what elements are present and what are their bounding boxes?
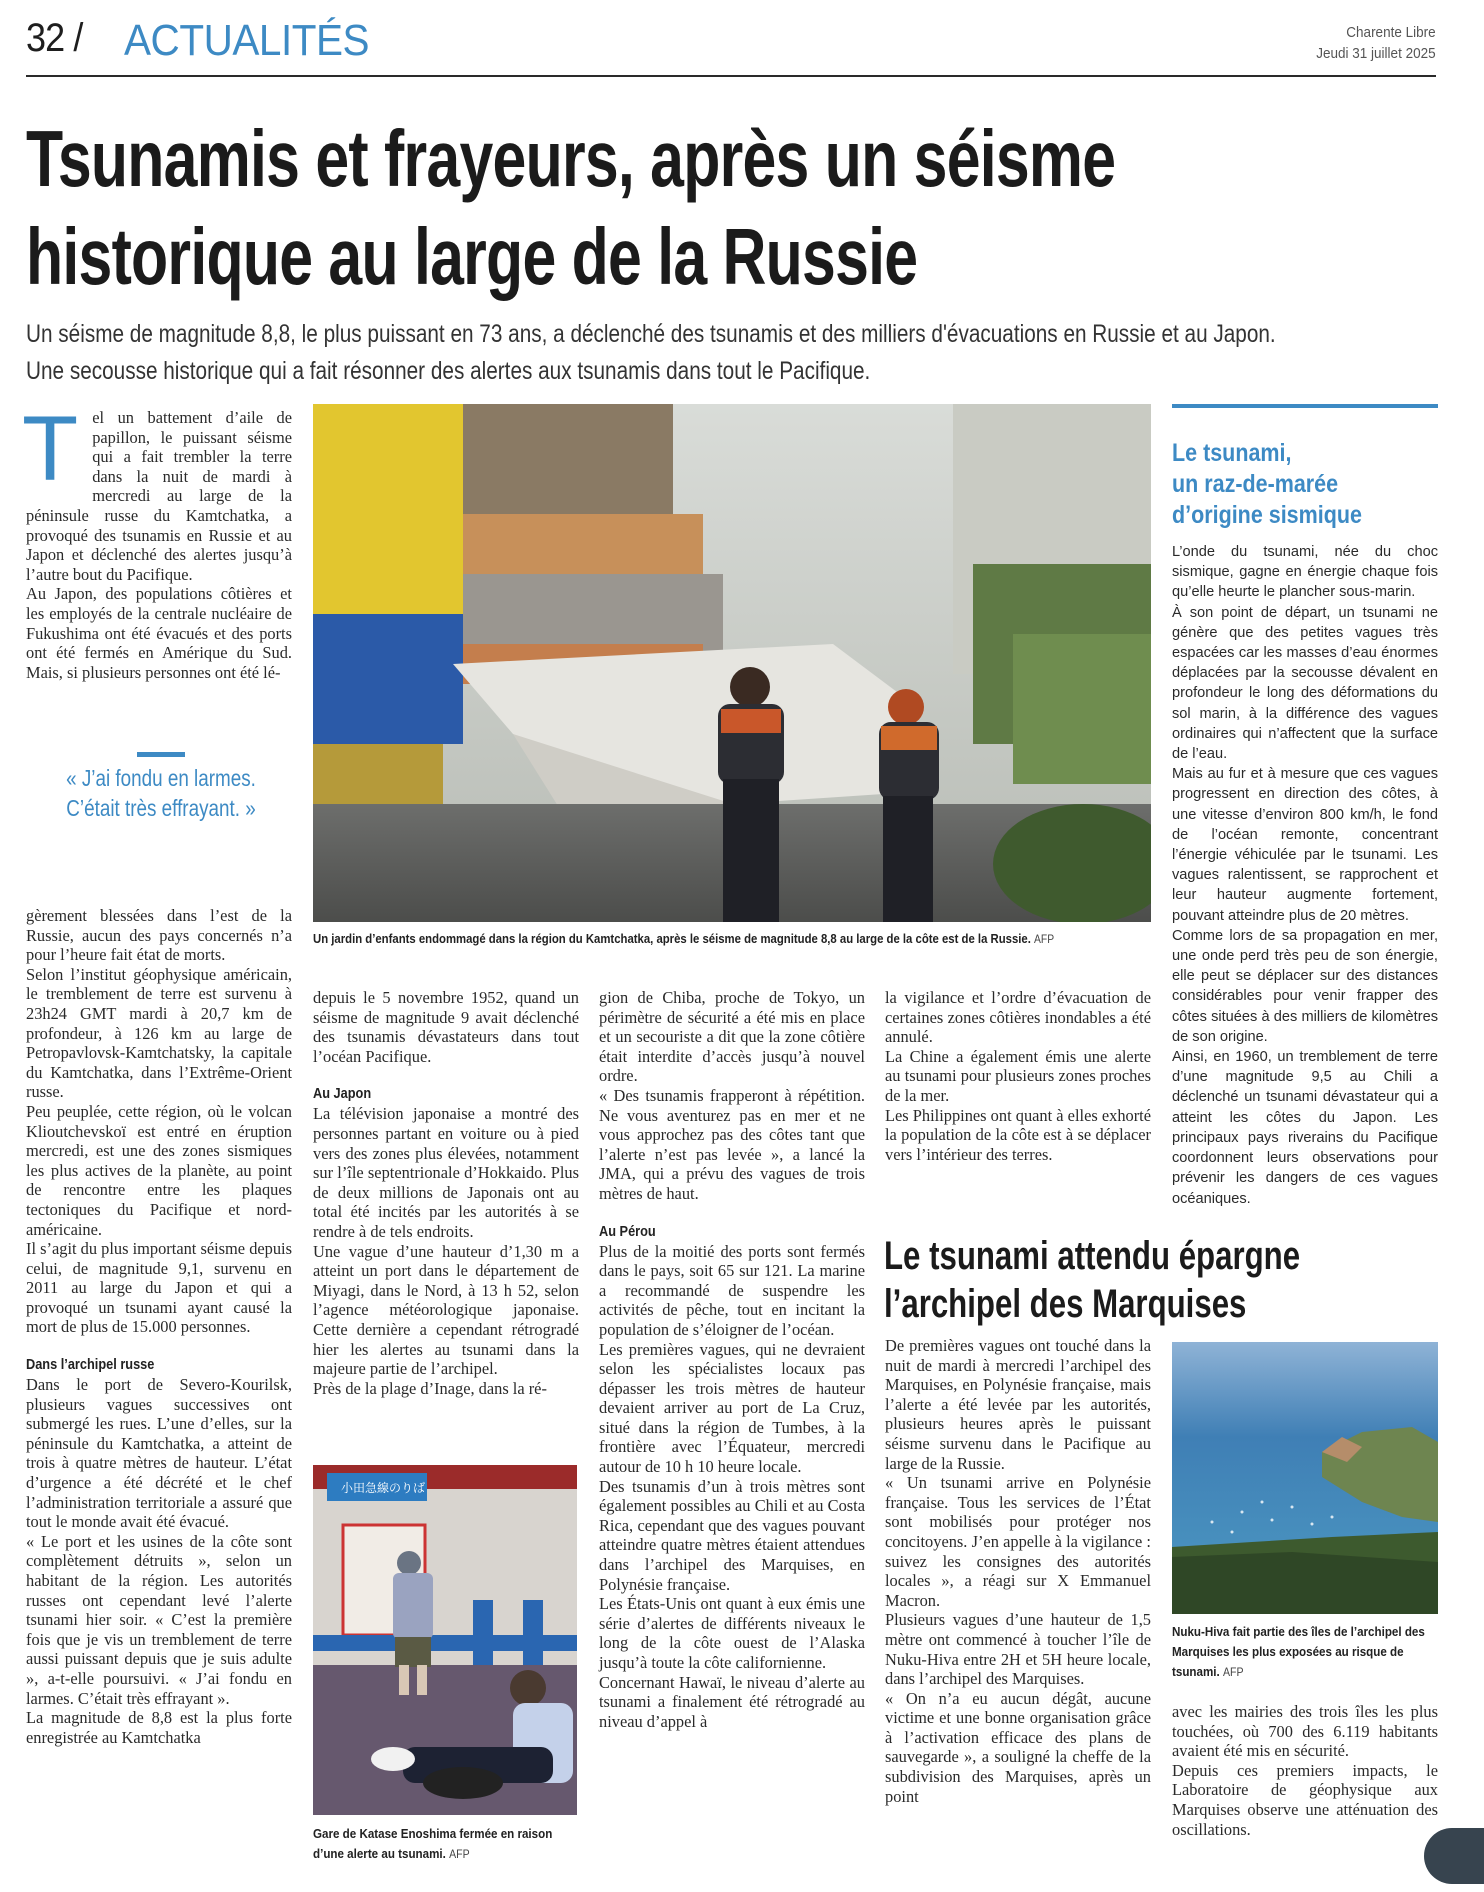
subhead-russia: Dans l’archipel russe bbox=[26, 1357, 155, 1374]
main-photo-caption bbox=[313, 929, 1156, 949]
sidebar-paragraph: À son point de départ, un tsunami ne génère que des petites vagues très espacées car les masses d’eau énormes déplacées par la secousse dévalent en profondeur le long des déformations du sol marin, à la différence des vagues ordinaires qui n’affectent que la surface de l’eau. bbox=[1172, 604, 1438, 763]
paragraph: gèrement blessées dans l’est de la Russie, aucun des pays concernés n’a pour l’heure fait état de morts. bbox=[26, 906, 292, 965]
column-2 bbox=[313, 988, 579, 1398]
headline: Tsunamis et frayeurs, après un séisme historique au large de la Russie bbox=[26, 114, 1116, 301]
sidebar-paragraph: Comme lors de sa propagation en mer, une onde perd très peu de son énergie, elle peut se déplacer sur des distances considérables pour venir frapper des côtes situées à des milliers de kilomètres de son origine. bbox=[1172, 927, 1438, 1045]
paragraph: Une vague d’une hauteur d’1,30 m a atteint un port dans le département de Miyagi, dans le Nord, à 13 h 52, selon l’agence météorologique japonaise. Cette dernière a cependant rétrogradé hier les alertes au tsunami dans la majeure partie de l’archipel. bbox=[313, 1241, 579, 1379]
sidebar-body bbox=[1172, 542, 1438, 1209]
subhead-peru: Au Pérou bbox=[599, 1223, 656, 1240]
column-1-top bbox=[22, 398, 292, 682]
island-photo-caption bbox=[1172, 1622, 1436, 1682]
rescuer-figure bbox=[879, 689, 939, 922]
second-article-column-right bbox=[1172, 1702, 1438, 1839]
paragraph: Près de la plage d’Inage, dans la ré- bbox=[313, 1378, 547, 1398]
pull-quote-bar bbox=[137, 752, 185, 757]
standfirst bbox=[26, 316, 1437, 390]
dropcap: T bbox=[22, 398, 79, 500]
paragraph: Au Japon, des populations côtières et les employés de la centrale nucléaire de Fukushima ont été évacués et des ports ont été fermés en Amérique du Sud. Mais, si plusieurs personnes ont été lé- bbox=[26, 584, 292, 682]
pull-quote-text: « J’ai fondu en larmes. C’était très effrayant. » bbox=[66, 765, 256, 821]
caption-text: Gare de Katase Enoshima fermée en raison d’une alerte au tsunami. bbox=[313, 1826, 553, 1861]
paragraph: Selon l’institut géophysique américain, le tremblement de terre est survenu à 23h24 GMT mardi à 20,7 km de profondeur, à 126 km au large de Petropavlovsk-Kamtchatsky, la capitale du Kamtchatka, dans l’Extrême-Orient russe. bbox=[26, 964, 292, 1102]
photo-credit: AFP bbox=[449, 1847, 470, 1861]
paragraph: « Le port et les usines de la côte sont complètement détruits », selon un habitant de la région. Les autorités russes ont cependant levé l’alerte tsunami hier soir. « C’est la première fois que je vis un tremblement de terre aussi puissant depuis que je suis adulte », a-t-elle poursuivi. « J’ai fondu en larmes. C’était très effrayant ». bbox=[26, 1531, 292, 1708]
page-number: 32 / bbox=[26, 16, 83, 60]
paragraph: Les Philippines ont quant à elles exhorté la population de la côte est à se déplacer vers l’intérieur des terres. bbox=[885, 1105, 1151, 1164]
second-article-column-left bbox=[885, 1336, 1151, 1806]
paragraph: La Chine a également émis une alerte au tsunami pour plusieurs zones proches de la mer. bbox=[885, 1046, 1151, 1105]
main-photo bbox=[313, 404, 1151, 922]
column-3 bbox=[599, 988, 865, 1731]
paragraph: avec les mairies des trois îles les plus touchées, où 700 des 6.119 habitants avaient été mis en sécurité. bbox=[1172, 1702, 1438, 1761]
photo-credit: AFP bbox=[1222, 1665, 1244, 1679]
subhead-japan: Au Japon bbox=[313, 1086, 372, 1103]
paragraph: Plus de la moitié des ports sont fermés dans le pays, soit 65 sur 121. La marine a recommandé de suspendre les activités de pêche, tout en incitant la population de s’éloigner de l’océan. bbox=[599, 1241, 865, 1339]
standfirst-line-1: Un séisme de magnitude 8,8, le plus puissant en 73 ans, a déclenché des tsunamis et des milliers d'évacuations en Russie et au Japon. bbox=[26, 320, 1276, 348]
paragraph: Les premières vagues, qui ne devraient selon les spécialistes locaux pas dépasser les trois mètres de hauteur devaient arriver au port de La Cruz, situé dans la région de Tumbes, à la frontière avec l’Équateur, mercredi autour de 10 h 10 heure locale. bbox=[599, 1339, 865, 1477]
sidebar-accent-bar bbox=[1172, 404, 1438, 408]
paragraph: Les États-Unis ont quant à eux émis une série d’alertes de différents niveaux le long de la côte ouest de l’Alaska jusqu’à toute la côte californienne. bbox=[599, 1594, 865, 1672]
column-1-bottom bbox=[26, 906, 292, 1747]
paragraph: « Un tsunami arrive en Polynésie française. Tous les services de l’État sont mobilisés pour protéger nos concitoyens. J’en appelle à la vigilance : suivez les consignes des autorités locales », a réagi sur X Emmanuel Macron. bbox=[885, 1473, 1151, 1610]
section-title: ACTUALITÉS bbox=[124, 16, 370, 65]
pull-quote bbox=[26, 752, 296, 823]
sidebar-paragraph: L’onde du tsunami, née du choc sismique, gagne en énergie chaque fois qu’elle heurte le plancher sous-marin. bbox=[1172, 544, 1438, 601]
issue-date: Jeudi 31 juillet 2025 bbox=[1316, 45, 1436, 62]
paragraph: la vigilance et l’ordre d’évacuation de certaines zones côtières inondables a été annulé. bbox=[885, 988, 1151, 1047]
station-photo bbox=[313, 1465, 577, 1815]
damaged-kindergarten-image bbox=[313, 404, 1151, 922]
caption-text: Un jardin d’enfants endommagé dans la région du Kamtchatka, après le séisme de magnitude 8,8 au large de la côte est de la Russie. bbox=[313, 931, 1031, 946]
caption-text: Nuku-Hiva fait partie des îles de l’archipel des Marquises les plus exposées au risque de tsunami. bbox=[1172, 1624, 1425, 1679]
paragraph: La magnitude de 8,8 est la plus forte enregistrée au Kamtchatka bbox=[26, 1708, 292, 1747]
header-rule bbox=[26, 75, 1436, 77]
paragraph: « On n’a eu aucun dégât, aucune victime et une bonne organisation grâce à l’activation efficace des plans de sauvegarde », a souligné la cheffe de la subdivision des Marquises, après un point bbox=[885, 1688, 1151, 1806]
standfirst-line-2: Une secousse historique qui a fait résonner des alertes aux tsunamis dans tout le Pacifique. bbox=[26, 357, 871, 385]
second-article-headline: Le tsunami attendu épargne l’archipel des Marquises bbox=[884, 1234, 1301, 1326]
sidebar-paragraph: Mais au fur et à mesure que ces vagues progressent en direction des côtes, à une vitesse d’environ 800 km/h, le fond de l’océan remonte, concentrant l’énergie véhiculée par le tsunami. Les vagues ralentissent, se rapprochent et leur hauteur augmente fortement, pouvant atteindre plus de 20 mètres. bbox=[1172, 766, 1438, 924]
sidebar-title: Le tsunami, un raz-de-marée d’origine sismique bbox=[1172, 439, 1362, 529]
island-photo bbox=[1172, 1342, 1438, 1614]
paragraph: Il s’agit du plus important séisme depuis celui, de magnitude 9,1, survenu en 2011 au large du Japon et qui a provoqué un tsunami ayant causé la mort de plus de 15.000 personnes. bbox=[26, 1239, 292, 1337]
photo-credit: AFP bbox=[1034, 932, 1055, 946]
paragraph: Concernant Hawaï, le niveau d’alerte au tsunami a finalement été rétrogradé au niveau d’appel à bbox=[599, 1672, 865, 1731]
paragraph: el un battement d’aile de papillon, le puissant séisme qui a fait trembler la terre dans la nuit de mardi à mercredi au large de la péninsule russe du Kamtchatka, a provoqué des tsunamis en Russie et au Japon et déclenché des alertes jusqu’à l’autre bout du Pacifique. bbox=[26, 408, 292, 584]
station-sign-text: 小田急線のりば bbox=[341, 1481, 426, 1495]
masthead-info bbox=[1317, 22, 1436, 64]
paragraph: depuis le 5 novembre 1952, quand un séisme de magnitude 9 avait déclenché des tsunamis dévastateurs dans tout l’océan Pacifique. bbox=[313, 988, 579, 1066]
paragraph: « Des tsunamis frapperont à répétition. Ne vous aventurez pas en mer et ne vous approchez pas des côtes tant que l’alerte n’est pas levée », a lancé la JMA, qui a prévu des vagues de trois mètres de haut. bbox=[599, 1085, 865, 1203]
nuku-hiva-bay-image bbox=[1172, 1342, 1438, 1614]
newspaper-name: Charente Libre bbox=[1346, 24, 1436, 41]
station-image bbox=[313, 1465, 577, 1815]
station-photo-caption bbox=[313, 1824, 577, 1864]
paragraph: Des tsunamis d’un à trois mètres sont également possibles au Chili et au Costa Rica, cependant que des vagues pouvant atteindre quatre mètres étaient attendues dans l’archipel des Marquises, en Polynésie française. bbox=[599, 1476, 865, 1594]
paragraph: La télévision japonaise a montré des personnes partant en voiture ou à pied vers des zones plus élevées, notamment sur l’île septentrionale d’Hokkaido. Plus de deux millions de Japonais ont au total été incités par les autorités à se rendre à de tels endroits. bbox=[313, 1104, 579, 1241]
paragraph: Dans le port de Severo-Kourilsk, plusieurs vagues successives ont submergé les rues. L’une d’elles, sur la péninsule du Kamtchatka, a atteint de trois à quatre mètres de hauteur. L’état d’urgence a été décrété et le chef l’administration territoriale a assuré que tout le monde avait été évacué. bbox=[26, 1375, 292, 1532]
paragraph: Peu peuplée, cette région, où le volcan Klioutchevskoï est entré en éruption mercredi, est une des zones sismiques les plus actives de la planète, au point de rencontre entre les plaques tectoniques du Pacifique et nord-américaine. bbox=[26, 1101, 292, 1239]
paragraph: gion de Chiba, proche de Tokyo, un périmètre de sécurité a été mis en place et un secouriste a dit que la zone côtière était interdite d’accès jusqu’à nouvel ordre. bbox=[599, 988, 865, 1086]
page-turn-tab[interactable] bbox=[1424, 1828, 1484, 1884]
column-4-top bbox=[885, 988, 1151, 1164]
rescuer-figure bbox=[718, 667, 784, 922]
paragraph: Depuis ces premiers impacts, le Laboratoire de géophysique aux Marquises observe une atténuation des oscillations. bbox=[1172, 1760, 1438, 1839]
paragraph: De premières vagues ont touché dans la nuit de mardi à mercredi l’archipel des Marquises, en Polynésie française, mais l’alerte a été levée par les autorités, plusieurs heures après le puissant séisme survenu dans le Pacifique au large de la Russie. bbox=[885, 1336, 1151, 1473]
paragraph: Plusieurs vagues d’une hauteur de 1,5 mètre ont commencé à toucher l’île de Nuku-Hiva entre 2H et 5H heure locale, dans l’archipel des Marquises. bbox=[885, 1610, 1151, 1689]
sidebar-paragraph: Ainsi, en 1960, un tremblement de terre d’une magnitude 9,5 au Chili a déclenché un tsunami dévastateur qui a atteint les côtes du Japon. Les principaux pays riverains du Pacifique coordonnent leurs observations pour prévenir les dangers de ces vagues océaniques. bbox=[1172, 1049, 1438, 1207]
